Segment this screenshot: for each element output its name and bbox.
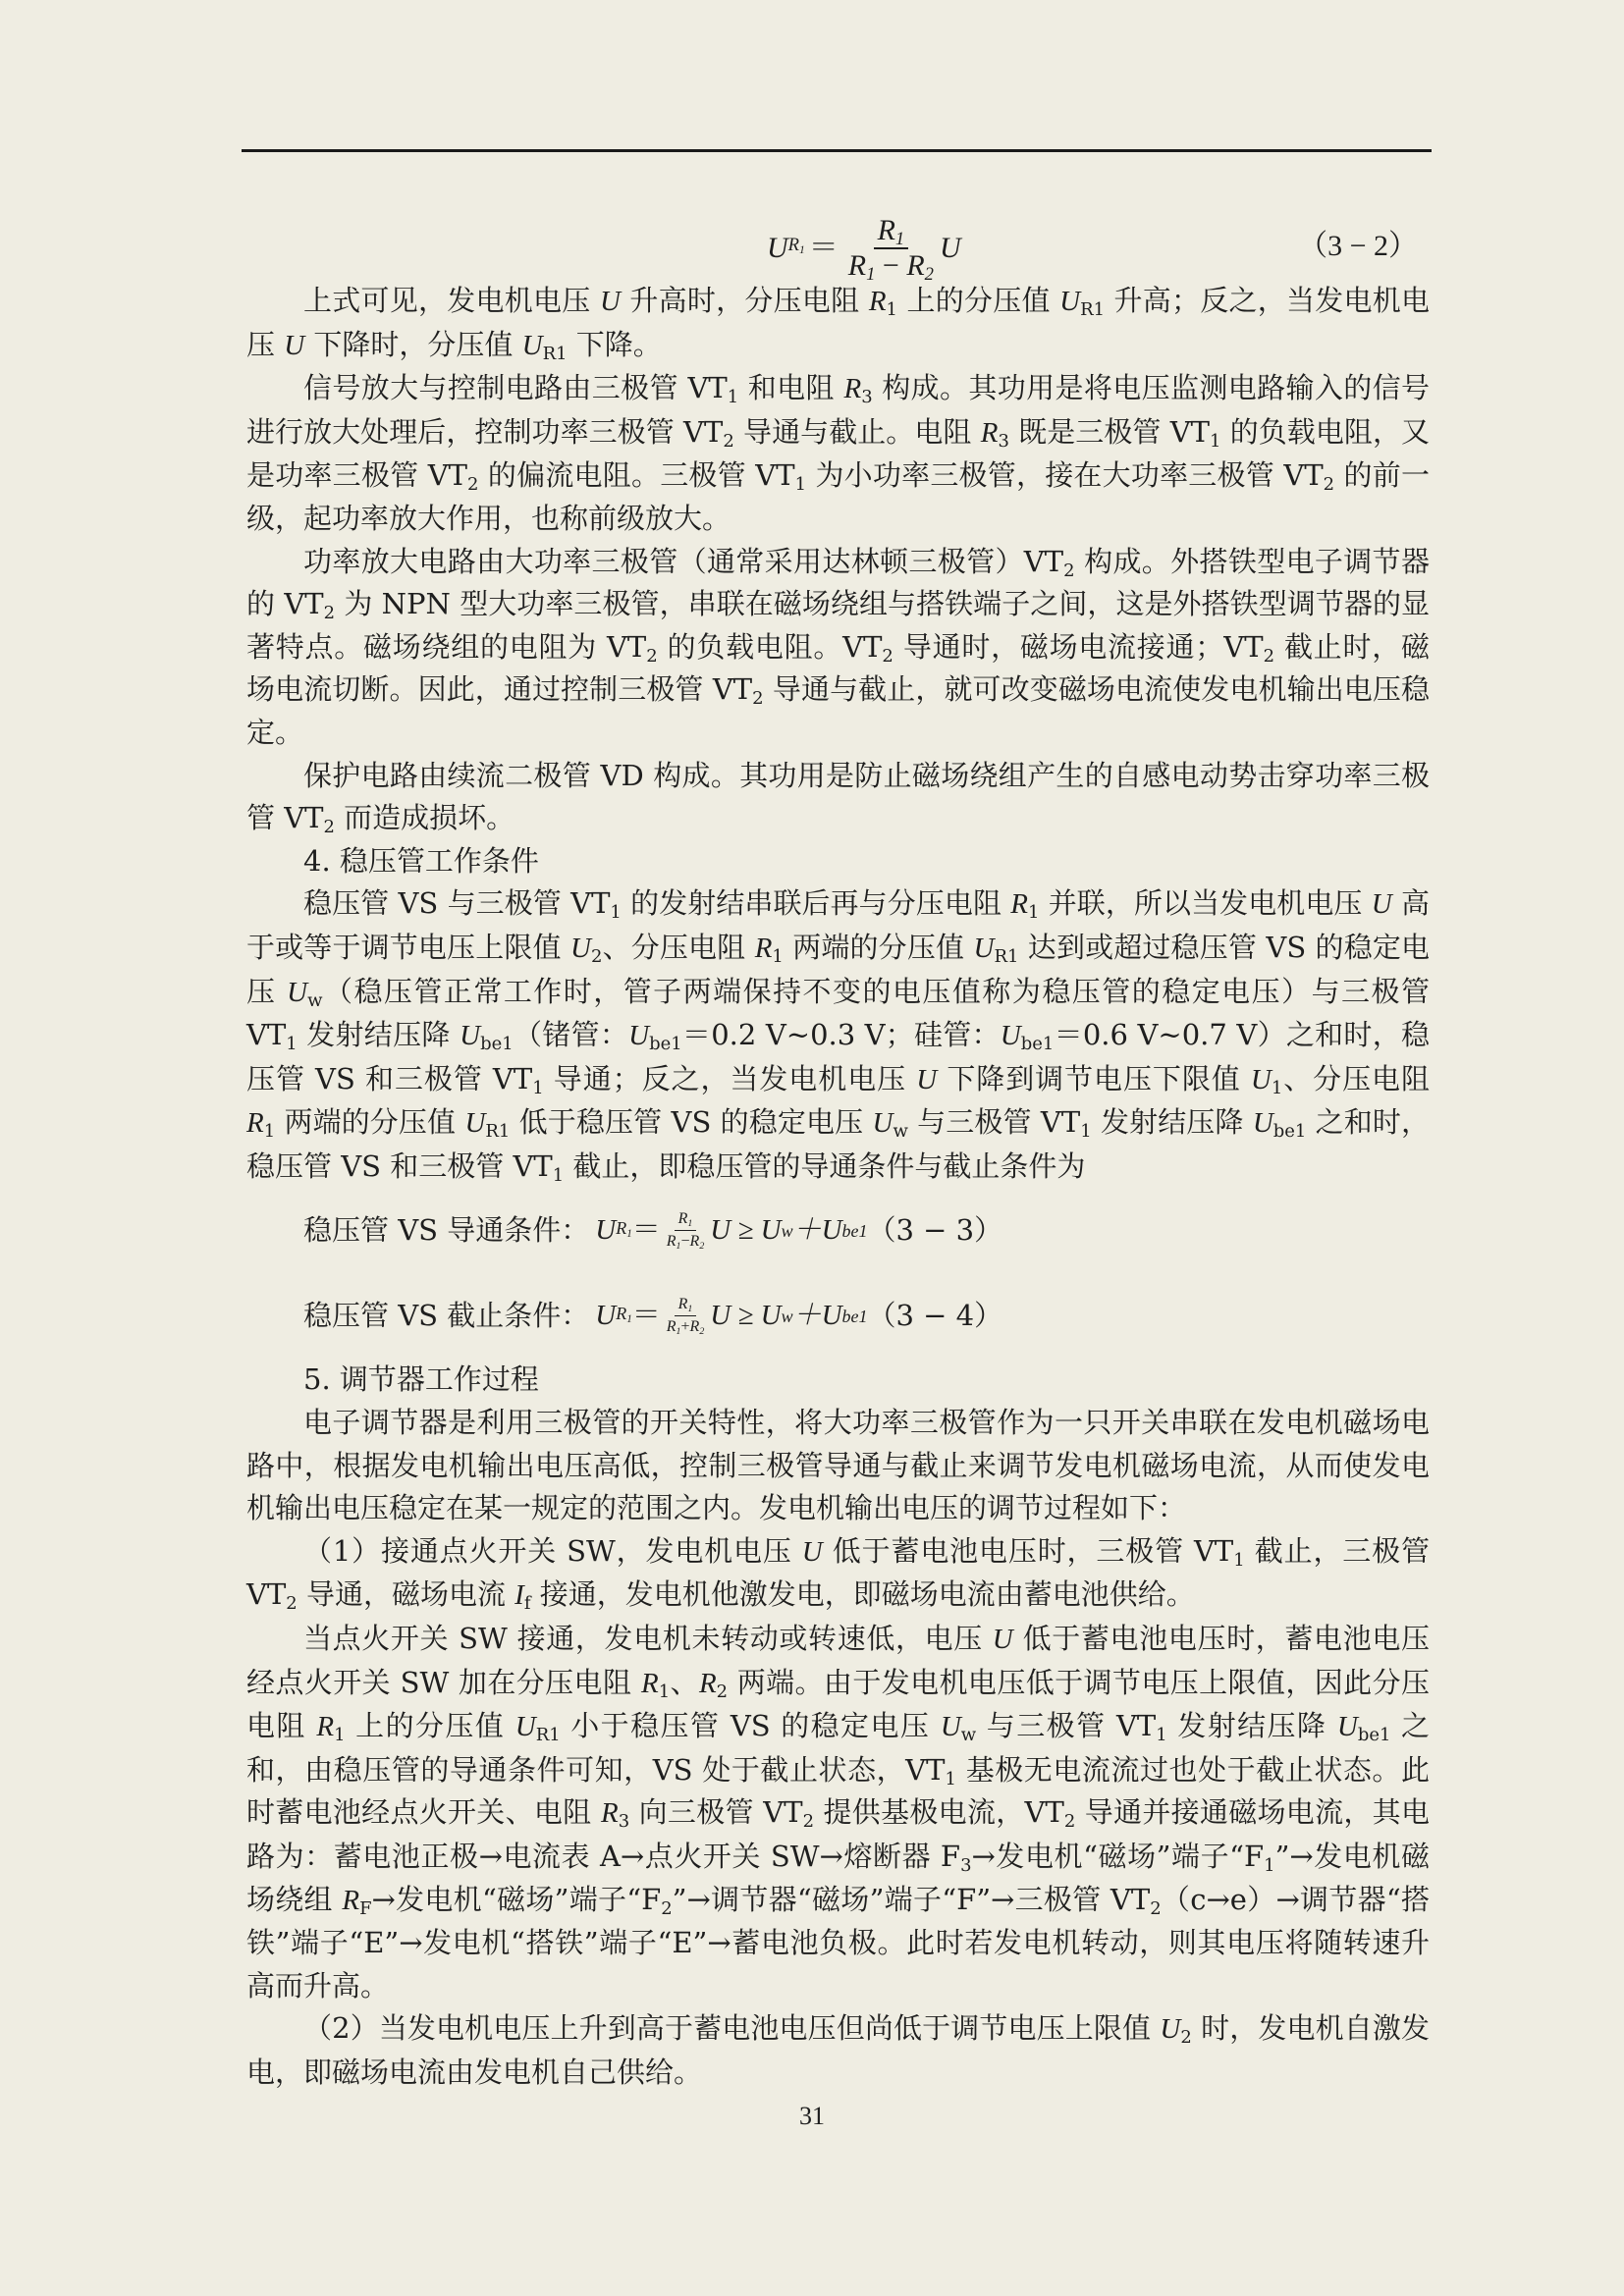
equation-number: （3 − 3）	[867, 1213, 1003, 1248]
paragraph: 当点火开关 SW 接通，发电机未转动或转速低，电压 U 低于蓄电池电压时，蓄电池电压经点火开关 SW 加在分压电阻 $R_1$、$R_2$ 两端。由于发电机电压低于调节电压上限值，因此分压电阻 $R_1$ 上的分压值 $U_{R1}$ 小于稳压管 VS 的稳定电压 $U_w$ 与三极管 $VT_1$ 发射结压降 $U_{be1}$ 之和，由稳压管的导通条件可知，VS 处于截止状态，$VT_1$ 基极无电流流过也处于截止状态。此时蓄电池经点火开关、电阻 $R_3$ 向三极管 $VT_2$ 提供基极电流，$VT_2$ 导通并接通磁场电流，其电路为：蓄电池正极→电流表 A→点火开关 SW→熔断器 $F_3\to$发电机“磁场”端子“$F_1”\to$发电机磁场绕组 $R_F\to$发电机“磁场”端子“$F_2”\to$调节器“磁场”端子“F”→三极管 $VT_2(c\to e)\to$调节器“搭铁”端子“E”→发电机“搭铁”端子“E”→蓄电池负极。此时若发电机转动，则其电压将随转速升高而升高。	[246, 1622, 1431, 2002]
paragraph: 上式可见，发电机电压 U 升高时，分压电阻 $R_1$ 上的分压值 $U_{R1}$ 升高；反之，当发电机电压 U 下降时，分压值 $U_{R1}$ 下降。	[246, 284, 1431, 364]
page-body	[246, 211, 1430, 2095]
equation-number: （3 − 2）	[1298, 230, 1418, 262]
section-heading: 4. 稳压管工作条件	[303, 843, 539, 878]
paragraph: 稳压管 VS 与三极管 $VT_1$ 的发射结串联后再与分压电阻 $R_1$ 并联，所以当发电机电压 U 高于或等于调节电压上限值 $U_2$、分压电阻 $R_1$ 两端的分压值 $U_{R1}$ 达到或超过稳压管 VS 的稳定电压 $U_w$（稳压管正常工作时，管子两端保持不变的电压值称为稳压管的稳定电压）与三极管 $VT_1$ 发射结压降 $U_{be1}$（锗管：$U_{be1}=0.2$ V~0.3 V；硅管：$U_{be1}=0.6$ V~0.7 V）之和时，稳压管 VS 和三极管 $VT_1$ 导通；反之，当发电机电压 U 下降到调节电压下限值 $U_1$、分压电阻 $R_1$ 两端的分压值 $U_{R1}$ 低于稳压管 VS 的稳定电压 $U_w$ 与三极管 $VT_1$ 发射结压降 $U_{be1}$ 之和时，稳压管 VS 和三极管 $VT_1$ 截止，即稳压管的导通条件与截止条件为	[246, 886, 1431, 1186]
equation-number: （3 − 4）	[867, 1299, 1003, 1333]
paragraph: （2）当发电机电压上升到高于蓄电池电压但尚低于调节电压上限值 $U_2$ 时，发电机自激发电，即磁场电流由发电机自己供给。	[246, 2011, 1430, 2089]
paragraph: （1）接通点火开关 SW，发电机电压 U 低于蓄电池电压时，三极管 $VT_1$ 截止，三极管 $VT_2$ 导通，磁场电流 $I_f$ 接通，发电机他激发电，即磁场电流由蓄电池供给。	[246, 1533, 1430, 1615]
paragraph: 功率放大电路由大功率三极管（通常采用达林顿三极管）$VT_2$ 构成。外搭铁型电子调节器的 $VT_2$ 为 NPN 型大功率三极管，串联在磁场绕组与搭铁端子之间，这是外搭铁型调节器的显著特点。磁场绕组的电阻为 $VT_2$ 的负载电阻。$VT_2$ 导通时，磁场电流接通；$VT_2$ 截止时，磁场电流切断。因此，通过控制三极管 $VT_2$ 导通与截止，就可改变磁场电流使发电机输出电压稳定。	[246, 544, 1430, 749]
header-rule	[242, 149, 1432, 152]
section-heading: 5. 调节器工作过程	[303, 1362, 539, 1397]
condition-on: 稳压管 VS 导通条件： U $R_1$ ＝ $\frac{R_1}{R_1-R_2}$ U ≥ U w ＋U be1 （3 − 3）	[303, 1210, 1003, 1253]
equation-3-2: U $R_1$ ＝ $\frac{R_1}{R_1 - R_2}$ U （3 − 2）	[767, 214, 1418, 286]
paragraph: 保护电路由续流二极管 VD 构成。其功用是防止磁场绕组产生的自感电动势击穿功率三极管 $VT_2$ 而造成损坏。	[246, 758, 1430, 838]
paragraph: 信号放大与控制电路由三极管 $VT_1$ 和电阻 $R_3$ 构成。其功用是将电压监测电路输入的信号进行放大处理后，控制功率三极管 $VT_2$ 导通与截止。电阻 $R_3$ 既是三极管 $VT_1$ 的负载电阻，又是功率三极管 $VT_2$ 的偏流电阻。三极管 $VT_1$ 为小功率三极管，接在大功率三极管 $VT_2$ 的前一级，起功率放大作用，也称前级放大。	[246, 371, 1431, 535]
paragraph: 电子调节器是利用三极管的开关特性，将大功率三极管作为一只开关串联在发电机磁场电路中，根据发电机输出电压高低，控制三极管导通与截止来调节发电机磁场电流，从而使发电机输出电压稳定在某一规定的范围之内。发电机输出电压的调节过程如下：	[246, 1406, 1430, 1525]
page-number: 31	[799, 2102, 825, 2130]
condition-off: 稳压管 VS 截止条件： U $R_1$ ＝ $\frac{R_1}{R_1+R_2}$ U ≥ U w ＋U be1 （3 − 4）	[303, 1296, 1003, 1338]
